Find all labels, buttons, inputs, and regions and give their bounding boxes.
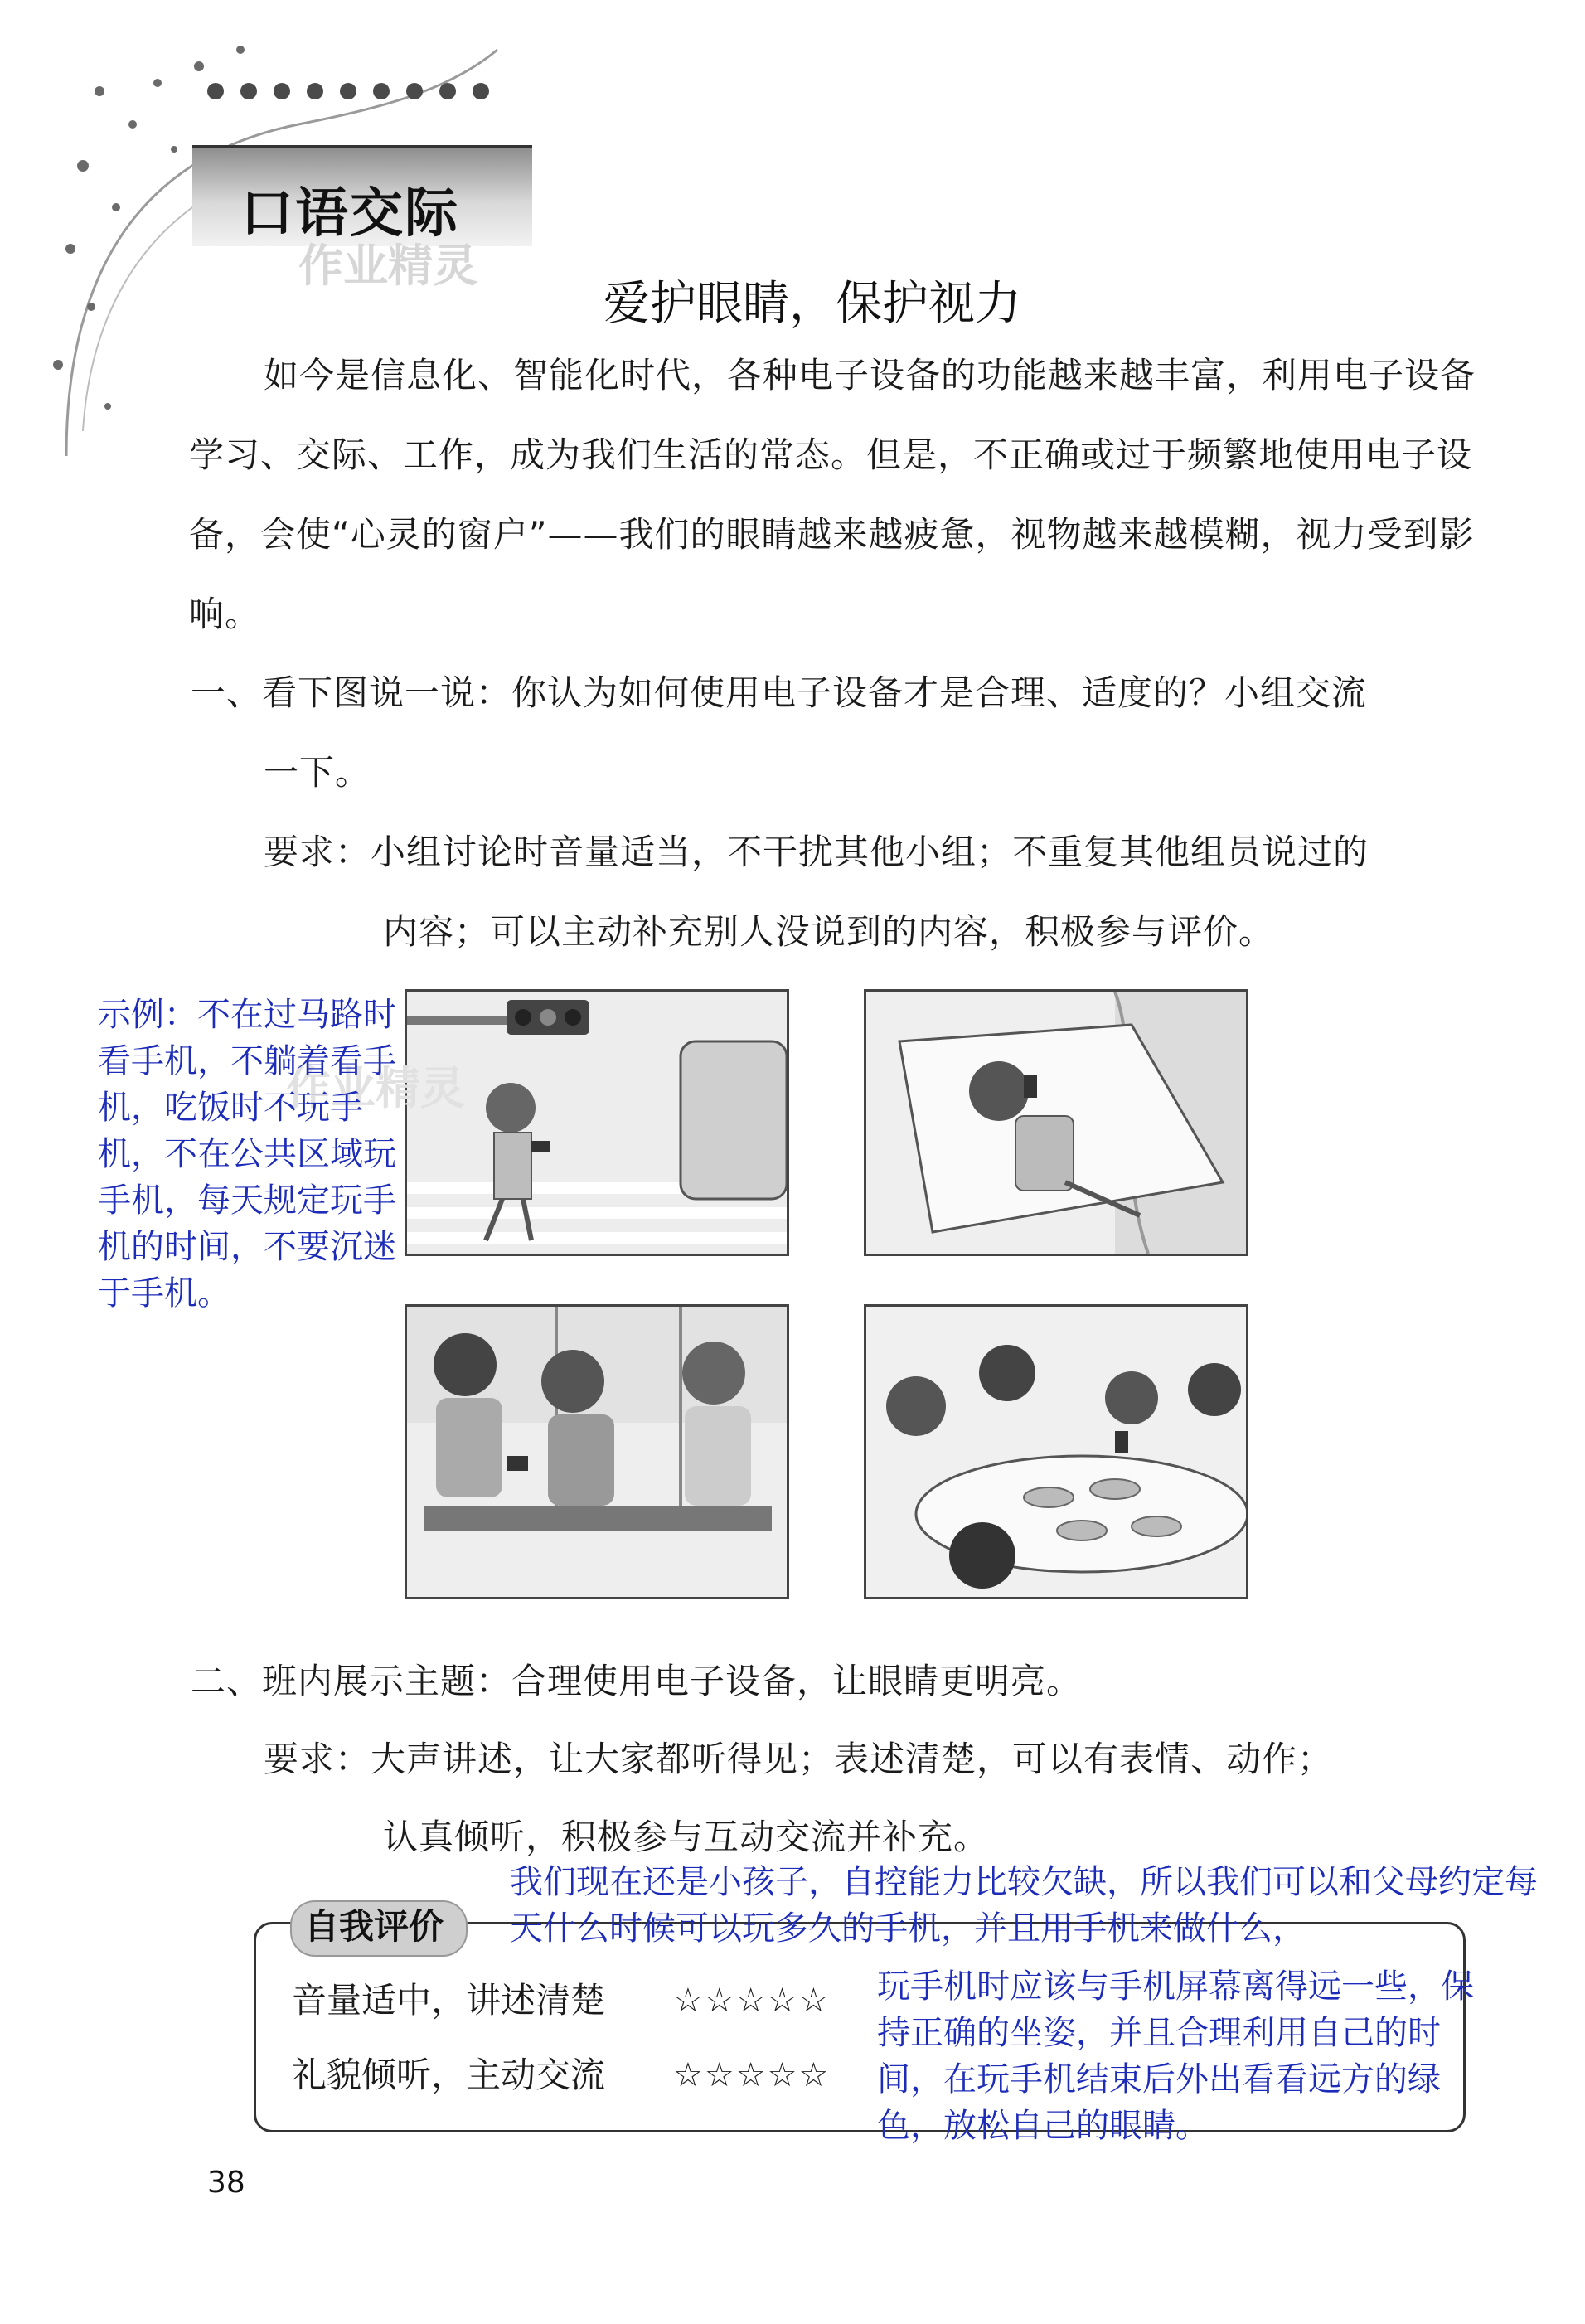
- evaluation-row-label: 音量适中，讲述清楚: [292, 1980, 606, 2021]
- self-evaluation-label: 自我评价: [304, 1906, 444, 1947]
- evaluation-row-stars[interactable]: ☆☆☆☆☆: [673, 1982, 831, 2020]
- page-number: 38: [207, 2166, 245, 2200]
- handwritten-reflection-right: 玩手机时应该与手机屏幕离得远一些，保持正确的坐姿，并且合理利用自己的时间，在玩手机结束后外出看看远方的绿色，放松自己的眼睛。: [877, 1967, 1474, 2145]
- evaluation-row-stars[interactable]: ☆☆☆☆☆: [673, 2056, 831, 2094]
- watermark: 作业精灵: [286, 1062, 465, 1114]
- intro-paragraph: 如今是信息化、智能化时代，各种电子设备的功能越来越丰富，利用电子设备学习、交际、工作，成为我们生活的常态。但是，不正确或过于频繁地使用电子设备，会使“心灵的窗户”——我们的眼睛越来越疲惫，视物越来越模糊，视力受到影响。: [189, 355, 1476, 634]
- illustration-on-bus: [405, 1304, 789, 1599]
- evaluation-row-label: 礼貌倾听，主动交流: [292, 2055, 606, 2095]
- illustration-family-dinner: [864, 1304, 1248, 1599]
- question-2-requirement-line-2: 认真倾听，积极参与互动交流并补充。: [383, 1817, 990, 1857]
- question-2-prompt: 二、班内展示主题：合理使用电子设备，让眼睛更明亮。: [191, 1661, 1083, 1701]
- handwritten-example-answer: 示例：不在过马路时看手机，不躺着看手机，吃饭时不玩手机，不在公共区域玩手机，每天规定玩手机的时间，不要沉迷于手机。: [98, 996, 396, 1312]
- question-1-prompt-continued: 一下。: [264, 752, 371, 793]
- handwritten-reflection-top: 我们现在还是小孩子，自控能力比较欠缺，所以我们可以和父母约定每天什么时候可以玩多久的手机，并且用手机来做什么，: [510, 1863, 1538, 1948]
- illustration-crossing-road: [405, 989, 789, 1256]
- watermark: 作业精灵: [298, 240, 477, 292]
- question-1-requirement-line-1: 要求：小组讨论时音量适当，不干扰其他小组；不重复其他组员说过的: [264, 832, 1369, 872]
- article-title: 爱护眼睛，保护视力: [603, 277, 1021, 331]
- section-title: 口语交际: [240, 182, 459, 245]
- question-1-requirement-line-2: 内容；可以主动补充别人没说到的内容，积极参与评价。: [383, 911, 1275, 952]
- question-1-prompt: 一、看下图说一说：你认为如何使用电子设备才是合理、适度的？小组交流: [191, 672, 1368, 713]
- illustration-lying-in-bed: [864, 989, 1248, 1256]
- question-2-requirement-line-1: 要求：大声讲述，让大家都听得见；表述清楚，可以有表情、动作；: [264, 1739, 1334, 1779]
